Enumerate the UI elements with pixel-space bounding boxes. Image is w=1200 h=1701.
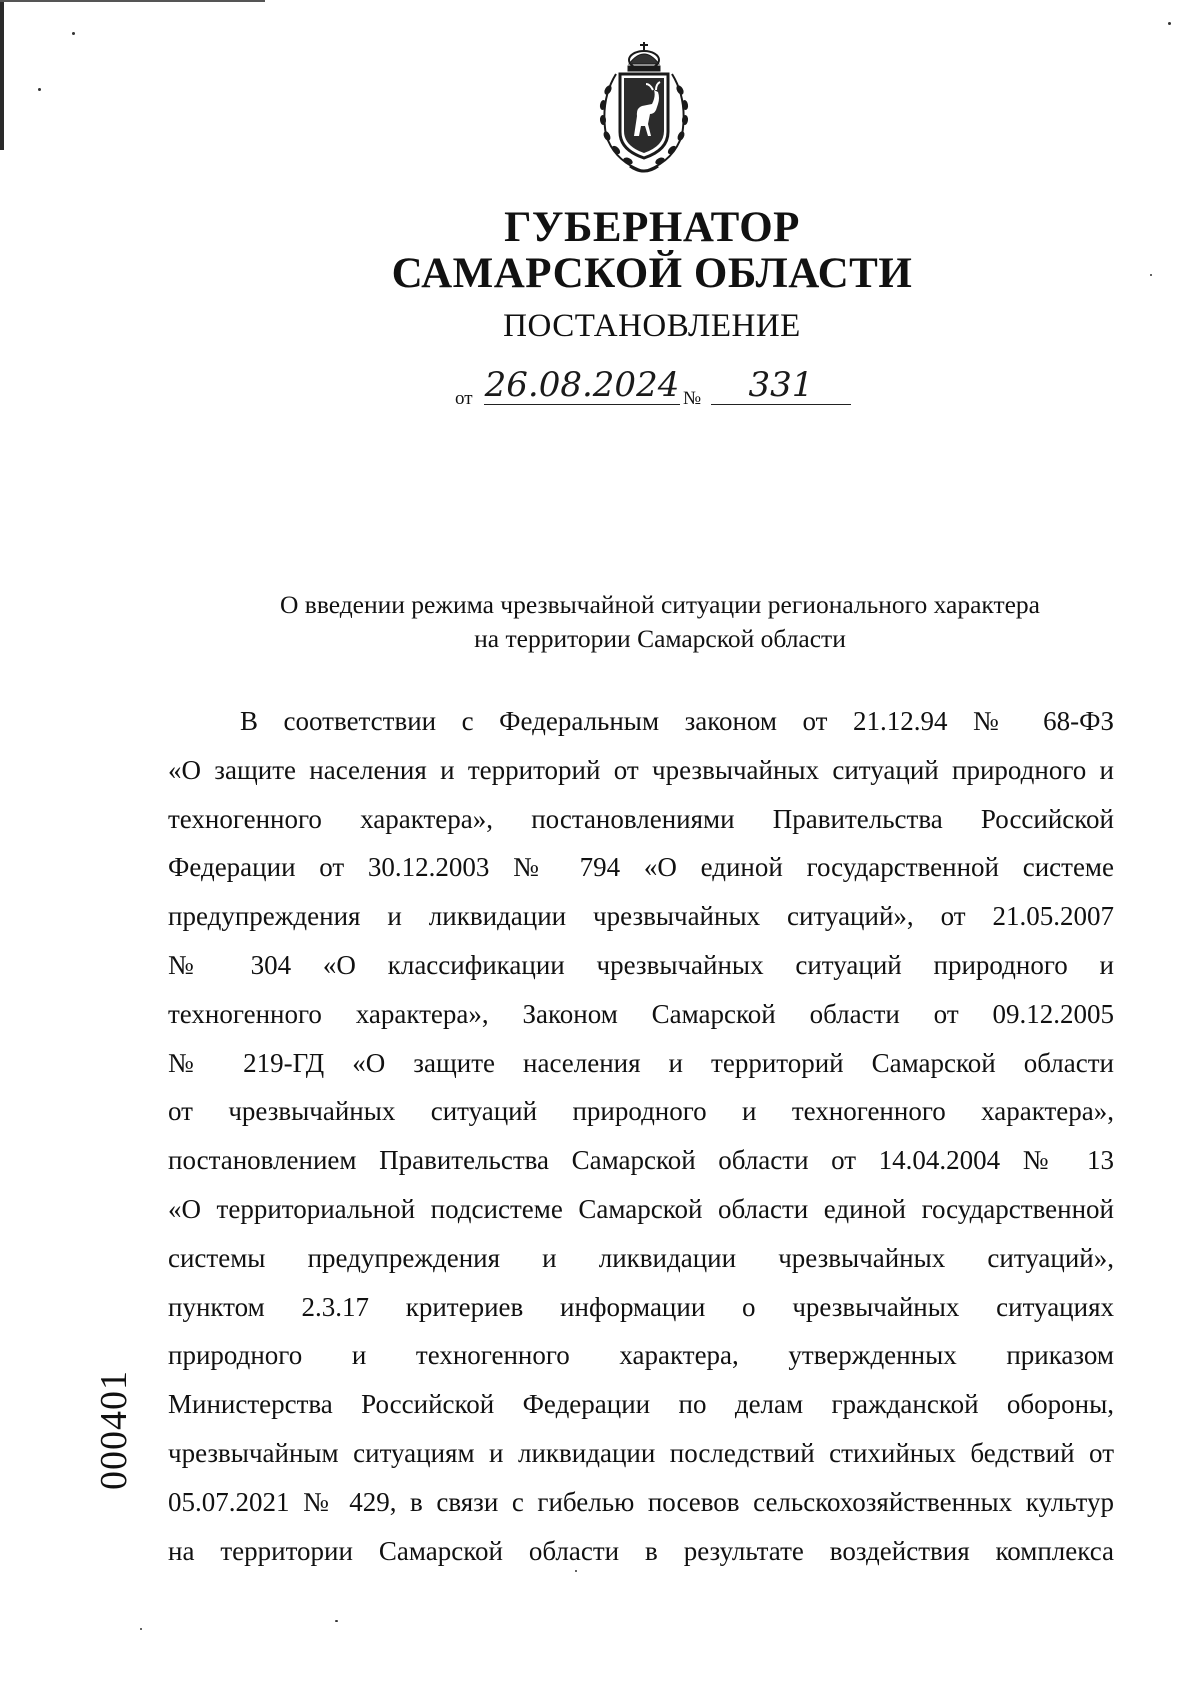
issuer-title-line2: САМАРСКОЙ ОБЛАСТИ: [391, 250, 913, 297]
body-text-line: от чрезвычайных ситуаций природного и техногенного характера»,: [168, 1096, 1114, 1126]
body-text-line: системы предупреждения и ликвидации чрезвычайных ситуаций»,: [168, 1243, 1114, 1273]
body-text-line: «О территориальной подсистеме Самарской области единой государственной: [168, 1194, 1114, 1224]
document-type: ПОСТАНОВЛЕНИЕ: [503, 308, 801, 344]
body-text-line: «О защите населения и территорий от чрезвычайных ситуаций природного и: [168, 755, 1114, 785]
body-text-line: Министерства Российской Федерации по делам гражданской обороны,: [168, 1389, 1114, 1419]
registration-line: [455, 366, 855, 416]
scan-speck: [38, 88, 41, 91]
subject-line: О введении режима чрезвычайной ситуации регионального характера: [280, 590, 1040, 619]
body-text-line: № 219-ГД «О защите населения и территорий Самарской области: [168, 1048, 1114, 1078]
scan-speck: [1168, 22, 1171, 25]
subject-line: на территории Самарской области: [474, 624, 846, 653]
date-from-label: от: [455, 388, 473, 409]
body-text-line: техногенного характера», Законом Самарской области от 09.12.2005: [168, 999, 1114, 1029]
samara-coat-of-arms-icon: [590, 40, 698, 180]
issuer-title-line1: ГУБЕРНАТОР: [504, 204, 800, 251]
body-text-line: чрезвычайным ситуациям и ликвидации последствий стихийных бедствий от: [168, 1438, 1114, 1468]
body-text-line: предупреждения и ликвидации чрезвычайных ситуаций», от 21.05.2007: [168, 901, 1114, 931]
document-date: 26.08.2024: [484, 365, 680, 405]
body-text-line: № 304 «О классификации чрезвычайных ситуаций природного и: [168, 950, 1114, 980]
scan-speck: [575, 1570, 577, 1572]
scan-speck: [72, 32, 75, 35]
number-label: №: [683, 388, 702, 409]
body-text-line: Федерации от 30.12.2003 № 794 «О единой государственной системе: [168, 852, 1114, 882]
scan-speck: [335, 1620, 338, 1622]
side-serial-number: 000401: [93, 1370, 135, 1490]
scan-speck: [140, 1628, 142, 1630]
document-number: 331: [711, 366, 851, 405]
body-text-line: на территории Самарской области в результате воздействия комплекса: [168, 1536, 1114, 1566]
scan-edge-top: [0, 0, 265, 2]
scan-edge-left: [0, 0, 4, 150]
body-text-line: техногенного характера», постановлениями Правительства Российской: [168, 804, 1114, 834]
body-text-line: 05.07.2021 № 429, в связи с гибелью посевов сельскохозяйственных культур: [168, 1487, 1114, 1517]
body-text-line: В соответствии с Федеральным законом от 21.12.94 № 68-ФЗ: [240, 706, 1114, 736]
body-text-line: постановлением Правительства Самарской области от 14.04.2004 № 13: [168, 1145, 1114, 1175]
body-text-line: пунктом 2.3.17 критериев информации о чрезвычайных ситуациях: [168, 1292, 1114, 1322]
body-text-line: природного и техногенного характера, утвержденных приказом: [168, 1340, 1114, 1370]
